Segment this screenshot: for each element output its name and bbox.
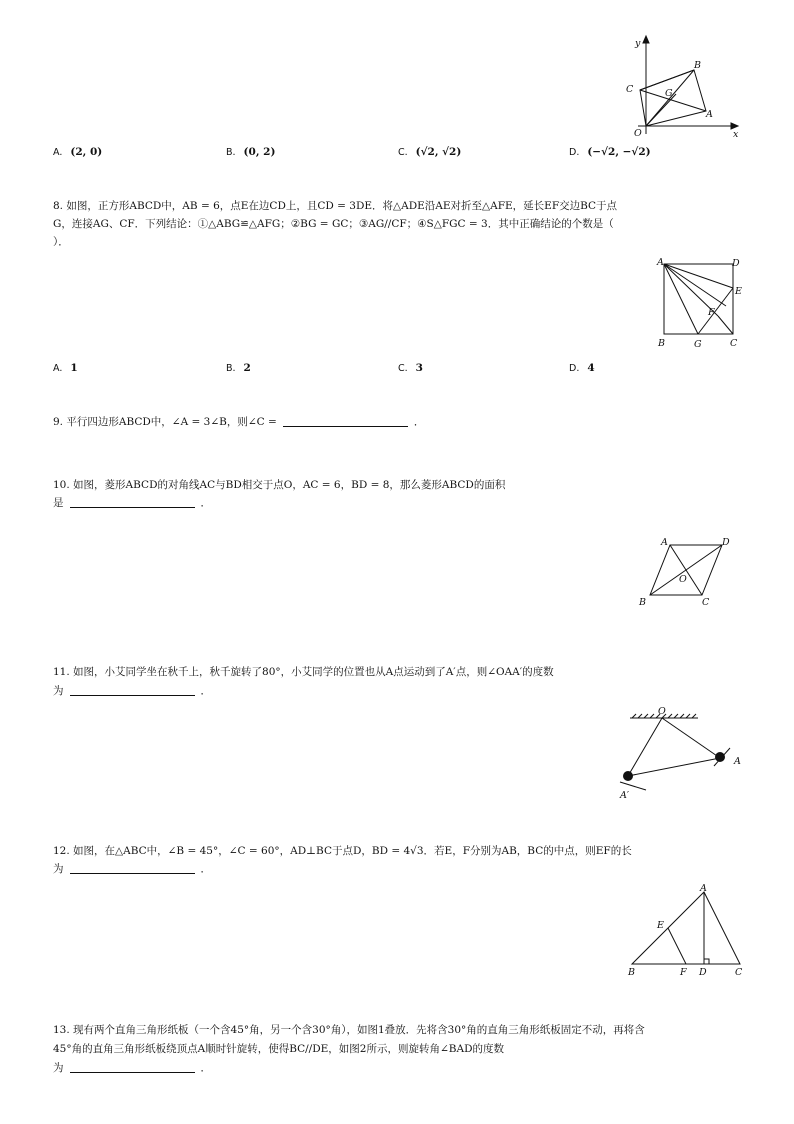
label-o: O [634, 128, 642, 139]
label-c: C [626, 84, 634, 95]
q11-line-1: 11. 如图，小艾同学坐在秋千上，秋千旋转了80°，小艾同学的位置也从A点运动到了A′点，则∠OAA′的度数 [53, 666, 554, 678]
q13-line-3 [53, 1060, 211, 1076]
option-value: 3 [415, 362, 423, 374]
label-a: A [734, 756, 741, 767]
q7-option-c[interactable] [398, 144, 461, 161]
q8-line-1: 8. 如图，正方形ABCD中，AB = 6，点E在边CD上，且CD = 3DE．将△ADE沿AE对折至△AFE，延长EF交边BC于点 [53, 200, 618, 212]
label-o: O [658, 706, 666, 717]
q8-line-3: ）． [53, 236, 69, 248]
label-c: C [702, 597, 710, 608]
q8-option-d[interactable] [569, 360, 595, 377]
diag-bd [650, 545, 722, 595]
q7-option-b[interactable] [226, 144, 275, 161]
q8-line-2: G，连接AG、CF．下列结论：①△ABG≌△AFG；②BG = GC；③AG//CF；④S△FGC = 3．其中正确结论的个数是（ [53, 218, 614, 230]
q9-period: ． [413, 416, 425, 428]
label-x: x [733, 129, 739, 140]
q8-figure [656, 256, 748, 352]
q12-text: 为 [53, 863, 64, 875]
label-d: D [699, 967, 707, 978]
label-c: C [730, 338, 738, 349]
seg-ac-part [664, 264, 726, 306]
q11-line-2 [53, 683, 211, 699]
option-value: (2, 0) [70, 146, 103, 158]
option-value: (0, 2) [243, 146, 276, 158]
option-label: D. [569, 147, 580, 158]
q10-text: 是 [53, 497, 64, 509]
q12-line-2 [53, 861, 211, 877]
label-d: D [722, 537, 730, 548]
q10-figure [632, 534, 762, 612]
q12-line-1: 12. 如图，在△ABC中，∠B = 45°，∠C = 60°，AD⊥BC于点D，BD = 4√3．若E，F分别为AB，BC的中点，则EF的长 [53, 845, 632, 857]
option-value: 4 [587, 362, 595, 374]
q10-line-1: 10. 如图，菱形ABCD的对角线AC与BD相交于点O，AC = 6，BD = 8，那么菱形ABCD的面积 [53, 479, 506, 491]
label-b: B [639, 597, 646, 608]
triangle-abc [632, 892, 740, 964]
label-f: F [680, 967, 687, 978]
option-label: C. [398, 147, 408, 158]
label-b: B [694, 60, 701, 71]
option-label: B. [226, 363, 236, 374]
y-axis-arrow [643, 36, 649, 43]
option-label: A. [53, 147, 63, 158]
label-a: A [700, 883, 707, 894]
q7-figure [620, 34, 750, 144]
q10-answer-blank[interactable] [70, 496, 195, 508]
q13-line-2: 45°角的直角三角形纸板绕顶点A顺时针旋转，使得BC//DE，如图2所示，则旋转角∠BAD的度数 [53, 1043, 504, 1055]
label-y: y [635, 38, 641, 49]
q7-option-a[interactable] [53, 144, 102, 161]
q8-option-b[interactable] [226, 360, 251, 377]
q11-text: 为 [53, 685, 64, 697]
q12-answer-blank[interactable] [70, 862, 195, 874]
label-b: B [658, 338, 665, 349]
quad-obac [640, 70, 706, 126]
q10-period: ． [200, 497, 211, 509]
label-a-prime: A′ [620, 790, 630, 801]
right-angle-mark [704, 959, 709, 964]
person-a-prime-icon [623, 771, 633, 781]
q11-period: ． [200, 685, 211, 697]
diag-ca [640, 90, 706, 111]
midline-ef [668, 928, 686, 964]
rope-oa [662, 718, 720, 758]
option-label: B. [226, 147, 236, 158]
option-value: 1 [70, 362, 78, 374]
option-value: (√2, √2) [415, 146, 462, 158]
option-label: C. [398, 363, 408, 374]
label-e: E [657, 920, 664, 931]
label-c: C [735, 967, 743, 978]
seg-fc [718, 316, 733, 334]
label-a: A [657, 257, 664, 268]
q13-answer-blank[interactable] [70, 1061, 195, 1073]
q9-text: 9. 平行四边形ABCD中，∠A = 3∠B，则∠C = [53, 416, 277, 428]
option-label: D. [569, 363, 580, 374]
q13-line-1: 13. 现有两个直角三角形纸板（一个含45°角，另一个含30°角），如图1叠放．先将含30°角的直角三角形纸板固定不动，再将含 [53, 1024, 645, 1036]
label-e: E [735, 286, 742, 297]
q13-period: ． [200, 1062, 211, 1074]
q9-line [53, 414, 424, 430]
option-label: A. [53, 363, 63, 374]
label-g: G [694, 339, 702, 350]
q10-line-2 [53, 495, 211, 511]
q11-figure [610, 704, 760, 804]
label-a: A [661, 537, 668, 548]
q8-option-c[interactable] [398, 360, 423, 377]
option-value: 2 [243, 362, 251, 374]
q12-figure [624, 882, 754, 978]
q8-option-a[interactable] [53, 360, 78, 377]
rope-oa-prime [628, 718, 662, 776]
label-a: A [706, 109, 713, 120]
label-b: B [628, 967, 635, 978]
label-o: O [679, 574, 687, 585]
person-a-icon [715, 752, 725, 762]
label-g: G [665, 88, 673, 99]
label-d: D [732, 258, 740, 269]
q12-period: ． [200, 863, 211, 875]
q9-answer-blank[interactable] [283, 415, 408, 427]
q13-text: 为 [53, 1062, 64, 1074]
q11-answer-blank[interactable] [70, 684, 195, 696]
seg-aa-prime [628, 758, 720, 776]
label-f: F [708, 307, 715, 318]
swing-seat-a-prime [620, 782, 646, 790]
q7-option-d[interactable] [569, 144, 651, 161]
option-value: (−√2, −√2) [587, 146, 651, 158]
